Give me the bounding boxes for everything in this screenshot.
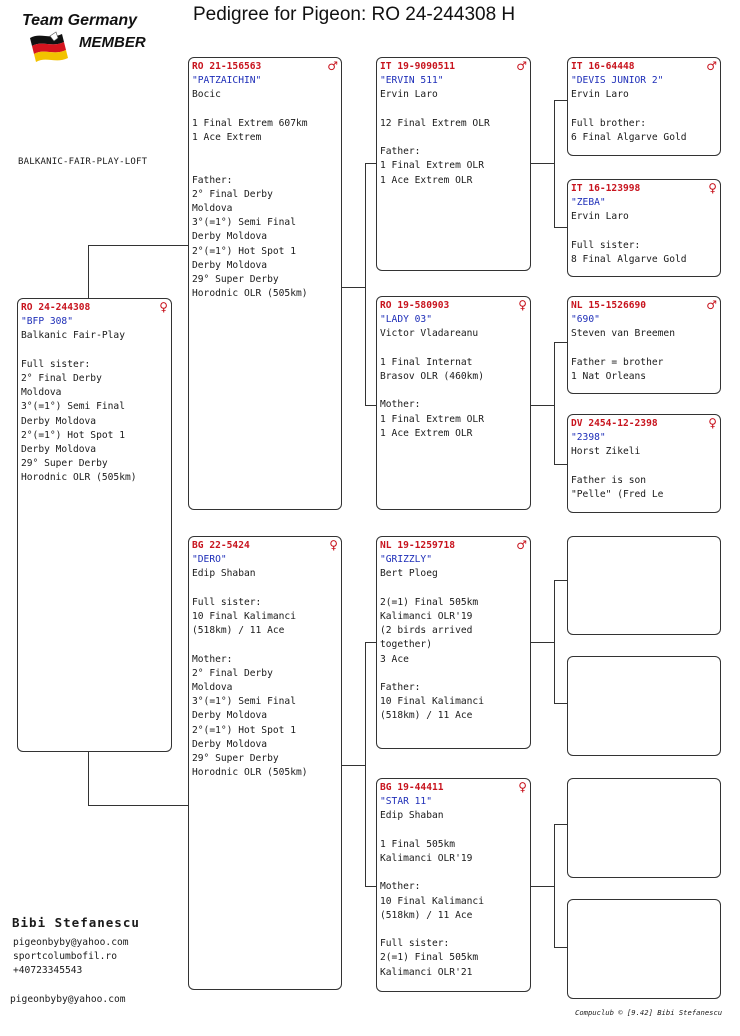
pigeon-name: "ERVIN 511" — [380, 75, 444, 87]
pigeon-name: "690" — [571, 314, 600, 326]
connector — [554, 227, 568, 228]
ring-header — [21, 301, 168, 315]
pigeon-card-dam-dam[interactable] — [376, 778, 531, 992]
female-icon: ♀ — [159, 300, 168, 314]
pigeon-info-line: Steven van Breemen — [571, 328, 675, 340]
pigeon-card-dam[interactable] — [188, 536, 342, 990]
connector — [554, 100, 568, 101]
connector — [554, 824, 555, 948]
pigeon-info-line: 2° Final Derby — [192, 188, 273, 200]
pigeon-name: "STAR 11" — [380, 796, 432, 808]
pigeon-info-line: 2°(=1°) Hot Spot 1 — [192, 245, 296, 257]
pigeon-info-line: 10 Final Kalimanci — [192, 611, 296, 622]
connector — [554, 580, 568, 581]
female-icon: ♀ — [518, 298, 527, 312]
pigeon-info-line: 1 Final Extrem OLR — [380, 160, 484, 172]
male-icon: ♂ — [706, 298, 717, 312]
pigeon-info-line: Father: — [192, 174, 233, 186]
pigeon-info-line: "Pelle" (Fred Le — [571, 489, 664, 500]
pigeon-info-line: Moldova — [192, 682, 233, 693]
pigeon-info-line: 1 Final Internat — [380, 356, 473, 368]
contact-phone: +40723345543 — [13, 965, 83, 976]
connector — [554, 703, 568, 704]
pigeon-name: "DERO" — [192, 554, 227, 566]
connector — [530, 405, 554, 406]
pigeon-info-line: Mother: — [380, 399, 421, 411]
pigeon-info-line: 6 Final Algarve Gold — [571, 132, 687, 143]
connector — [530, 163, 554, 164]
pigeon-info-line: Edip Shaban — [192, 568, 256, 580]
ring-header — [192, 60, 338, 74]
ring-header — [380, 299, 527, 313]
pigeon-info-line: 2° Final Derby — [192, 667, 273, 679]
connector — [554, 342, 568, 343]
ring-number: NL 15-1526690 — [571, 300, 647, 311]
pigeon-info-line: Horodnic OLR (505km) — [21, 472, 137, 484]
female-icon: ♀ — [329, 538, 338, 552]
pigeon-info-line: Bert Ploeg — [380, 568, 438, 580]
ring-header — [380, 60, 527, 74]
pigeon-info-line: 2(=1) Final 505km — [380, 596, 479, 608]
pigeon-info-line — [380, 582, 527, 596]
pigeon-info-line — [380, 667, 527, 681]
pigeon-info-line — [571, 342, 717, 356]
pigeon-info-line: Ervin Laro — [571, 211, 629, 223]
pigeon-info-line: Bocic — [192, 89, 221, 101]
pigeon-info-line: 1 Ace Extrem — [192, 132, 262, 143]
pigeon-info-line: 8 Final Algarve Gold — [571, 254, 687, 265]
connector — [554, 464, 568, 465]
pigeon-card-sire-dam[interactable] — [376, 296, 531, 510]
pigeon-info-line: 29° Super Derby — [21, 458, 108, 470]
pigeon-info-line: 2°(=1°) Hot Spot 1 — [192, 724, 296, 736]
pigeon-card-sire-sire[interactable] — [376, 57, 531, 271]
pigeon-name: "2398" — [571, 432, 606, 444]
team-germany-logo — [14, 12, 184, 60]
pigeon-info-line: 1 Ace Extrem OLR — [380, 427, 473, 439]
loft-name: BALKANIC-FAIR-PLAY-LOFT — [18, 157, 148, 167]
pigeon-name: "BFP 308" — [21, 316, 73, 328]
connector — [365, 163, 366, 406]
pigeon-info-line: 3 Ace — [380, 653, 409, 665]
connector — [365, 642, 366, 887]
pigeon-info-line — [380, 342, 527, 356]
pigeon-info-line: Derby Moldova — [192, 231, 268, 243]
pigeon-info-line: Derby Moldova — [21, 415, 97, 427]
pigeon-info-line: 1 Final Extrem 607km — [192, 117, 308, 129]
pigeon-card-empty[interactable] — [567, 899, 721, 999]
flag-icon — [28, 30, 78, 62]
connector — [341, 287, 365, 288]
connector — [88, 751, 89, 806]
page-title: Pedigree for Pigeon: RO 24-244308 H — [193, 4, 516, 25]
pigeon-info-line — [571, 225, 717, 239]
pigeon-info-line: 3°(=1°) Semi Final — [192, 217, 296, 229]
pigeon-info-line: (518km) / 11 Ace — [192, 625, 285, 637]
male-icon: ♂ — [516, 59, 527, 73]
pigeon-info-line: 2(=1) Final 505km — [380, 952, 479, 964]
pigeon-info-line: Full sister: — [21, 358, 91, 370]
copyright-text: Compuclub © [9.42] Bibi Stefanescu — [575, 1008, 723, 1017]
male-icon: ♂ — [327, 59, 338, 73]
female-icon: ♀ — [708, 416, 717, 430]
ring-header — [571, 299, 717, 313]
pigeon-info-line: Father: — [380, 682, 421, 693]
ring-number: IT 19-9090511 — [380, 61, 456, 72]
pigeon-card-subject[interactable] — [17, 298, 172, 752]
ring-number: RO 21-156563 — [192, 61, 262, 72]
pigeon-info-line: Ervin Laro — [571, 89, 629, 101]
pigeon-info-line — [192, 159, 338, 173]
pigeon-card-sire-dam-dam[interactable] — [567, 414, 721, 513]
pigeon-info-line: Full sister: — [192, 596, 262, 608]
pigeon-info-line: Full brother: — [571, 117, 647, 129]
pigeon-info-line — [380, 824, 527, 838]
male-icon: ♂ — [516, 538, 527, 552]
pigeon-info-line: 1 Ace Extrem OLR — [380, 174, 473, 186]
pigeon-card-sire-sire-sire[interactable] — [567, 57, 721, 156]
pigeon-info-line — [571, 103, 717, 117]
pigeon-info-line: together) — [380, 639, 432, 651]
pigeon-info-line: Horst Zikeli — [571, 446, 641, 458]
pigeon-info-line: Mother: — [380, 881, 421, 893]
pigeon-info-line: 12 Final Extrem OLR — [380, 117, 490, 129]
ring-header — [380, 539, 527, 553]
pigeon-info-line: Moldova — [192, 202, 233, 214]
pigeon-info-line: Derby Moldova — [192, 710, 268, 722]
pigeon-card-empty[interactable] — [567, 536, 721, 635]
connector — [554, 947, 568, 948]
pigeon-info-line: 29° Super Derby — [192, 274, 279, 285]
pigeon-info-line — [380, 103, 527, 117]
ring-header — [192, 539, 338, 553]
ring-header — [571, 182, 717, 196]
pigeon-card-sire-sire-dam[interactable] — [567, 179, 721, 277]
ring-number: RO 24-244308 — [21, 302, 91, 313]
connector — [88, 245, 89, 299]
pigeon-info-line: Full sister: — [380, 938, 450, 950]
pigeon-info-line: Father is son — [571, 474, 647, 486]
connector — [530, 642, 554, 643]
pigeon-info-line: 1 Nat Orleans — [571, 371, 647, 382]
pigeon-card-sire[interactable] — [188, 57, 342, 510]
ring-number: BG 19-44411 — [380, 782, 444, 793]
pigeon-info-line: 1 Final Extrem OLR — [380, 413, 484, 425]
pigeon-info-line: 3°(=1°) Semi Final — [192, 696, 296, 708]
female-icon: ♀ — [518, 780, 527, 794]
pigeon-info-line: Full sister: — [571, 239, 641, 251]
pigeon-info-line: 29° Super Derby — [192, 753, 279, 765]
pigeon-card-empty[interactable] — [567, 656, 721, 756]
pigeon-info-line: Derby Moldova — [192, 738, 268, 750]
pigeon-name: "LADY 03" — [380, 314, 432, 326]
ring-number: IT 16-64448 — [571, 61, 635, 72]
pigeon-info-line: Horodnic OLR (505km) — [192, 767, 308, 779]
pigeon-info-line: 2°(=1°) Hot Spot 1 — [21, 429, 125, 441]
bottom-email[interactable]: pigeonbyby@yahoo.com — [10, 994, 126, 1005]
pigeon-info-line: 3°(=1°) Semi Final — [21, 401, 125, 413]
connector — [554, 100, 555, 228]
pigeon-info-line — [571, 460, 717, 474]
contact-email[interactable]: pigeonbyby@yahoo.com — [13, 937, 129, 948]
pigeon-info-line: Mother: — [192, 653, 233, 665]
connector — [554, 824, 568, 825]
pigeon-info-line: Derby Moldova — [192, 259, 268, 271]
pigeon-info-line — [192, 103, 338, 117]
pigeon-name: "DEVIS JUNIOR 2" — [571, 75, 664, 87]
connector — [341, 765, 365, 766]
pigeon-info-line: Father: — [380, 146, 421, 158]
connector — [554, 342, 555, 465]
ring-number: IT 16-123998 — [571, 183, 641, 194]
pigeon-card-dam-sire[interactable] — [376, 536, 531, 749]
connector — [554, 580, 555, 704]
ring-number: RO 19-580903 — [380, 300, 450, 311]
ring-header — [380, 781, 527, 795]
pigeon-info-line: Balkanic Fair-Play — [21, 330, 125, 342]
pigeon-info-line — [380, 131, 527, 145]
owner-name: Bibi Stefanescu — [12, 915, 140, 930]
pigeon-info-line — [192, 582, 338, 596]
ring-header — [571, 60, 717, 74]
connector — [88, 805, 189, 806]
pigeon-info-line: 10 Final Kalimanci — [380, 696, 484, 708]
pigeon-name: "PATZAICHIN" — [192, 75, 262, 87]
pigeon-info-line — [21, 344, 168, 358]
pigeon-info-line: Brasov OLR (460km) — [380, 371, 484, 382]
ring-number: DV 2454-12-2398 — [571, 418, 658, 429]
pigeon-info-line: (518km) / 11 Ace — [380, 909, 473, 921]
ring-number: BG 22-5424 — [192, 540, 250, 551]
pigeon-info-line — [192, 638, 338, 652]
pigeon-info-line: 10 Final Kalimanci — [380, 895, 484, 907]
pigeon-info-line — [192, 145, 338, 159]
pigeon-name: "GRIZZLY" — [380, 554, 432, 566]
pigeon-info-line: 1 Final 505km — [380, 838, 456, 850]
connector — [88, 245, 189, 246]
pigeon-info-line: Kalimanci OLR'19 — [380, 611, 473, 622]
pigeon-info-line: Moldova — [21, 387, 62, 399]
ring-number: NL 19-1259718 — [380, 540, 456, 551]
contact-website[interactable]: sportcolumbofil.ro — [13, 951, 117, 962]
pigeon-info-line: (2 birds arrived — [380, 625, 473, 637]
pigeon-info-line: Father = brother — [571, 356, 664, 368]
pigeon-info-line: Ervin Laro — [380, 89, 438, 101]
ring-header — [571, 417, 717, 431]
pigeon-info-line: (518km) / 11 Ace — [380, 710, 473, 722]
pigeon-info-line: Edip Shaban — [380, 810, 444, 822]
logo-line2: MEMBER — [79, 34, 146, 51]
pigeon-info-line: Derby Moldova — [21, 444, 97, 456]
male-icon: ♂ — [706, 59, 717, 73]
pigeon-info-line: Kalimanci OLR'21 — [380, 966, 473, 978]
pigeon-card-sire-dam-sire[interactable] — [567, 296, 721, 394]
pigeon-info-line: Horodnic OLR (505km) — [192, 288, 308, 300]
pigeon-info-line: Kalimanci OLR'19 — [380, 853, 473, 864]
pigeon-info-line — [380, 384, 527, 398]
connector — [530, 886, 554, 887]
pigeon-info-line — [380, 866, 527, 880]
logo-line1: Team Germany — [22, 12, 138, 29]
pigeon-name: "ZEBA" — [571, 197, 606, 209]
pigeon-info-line — [380, 923, 527, 937]
female-icon: ♀ — [708, 181, 717, 195]
pigeon-card-empty[interactable] — [567, 778, 721, 878]
pigeon-info-line: 2° Final Derby — [21, 373, 102, 384]
pigeon-info-line: Victor Vladareanu — [380, 328, 479, 340]
